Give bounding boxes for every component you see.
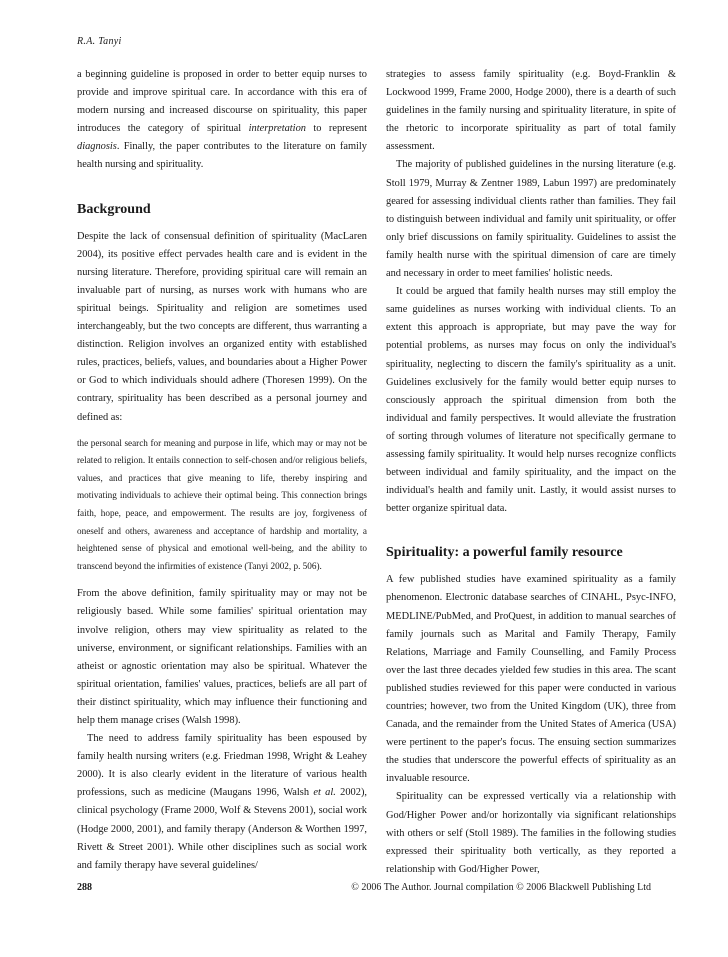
emphasis-text: et al. (313, 787, 336, 799)
emphasis-text: interpretation (248, 123, 306, 135)
page-number: 288 (77, 882, 92, 893)
paragraph: Despite the lack of consensual definition of spirituality (MacLaren 2004), its positive effect pervades health care and is evident in the nursing literature. Therefore, providing spiritual care will remain an invaluable part of nursing, as nurses work with humans who are spiritual beings. Spirituality and religion are sometimes used interchangeably, but the two concepts are different, thus warranting a distinction. Religion involves an organized entity with established rules, practices, beliefs, values, and boundaries about a Higher Power or God to which individuals should adhere (Thoresen 1999). On the contrary, spirituality has been described as a personal journey and defined as: (77, 230, 367, 423)
paragraph-text: a beginning guideline is proposed in order to better equip nurses to provide and improve spiritual care. In accordance with this era of modern nursing and increased discourse on spirituality, this paper introduces the category of spiritual (77, 69, 367, 135)
paragraph-text: . Finally, the paper contributes to the literature on family health nursing and spirituality. (77, 141, 367, 171)
copyright-notice: © 2006 The Author. Journal compilation © 2006 Blackwell Publishing Ltd (351, 882, 651, 893)
paragraph (77, 66, 367, 175)
paragraph: A few published studies have examined spirituality as a family phenomenon. Electronic database searches of CINAHL, Psyc-INFO, MEDLINE/PubMed, and ProQuest, in addition to manual searches of family journals such as Marital and Family Therapy, Family Relations, Marriage and Family Counselling, and Family Process over the last three decades yielded few studies in this area. The scant published studies reviewed for this paper were conducted in various countries; however, two from the United Kingdom (UK), three from Canada, and the remainder from the United States of America (USA) were pertinent to the paper's focus. The ensuing section summarizes the studies that underscore the powerful effects of spirituality as an invaluable resource. (386, 574, 676, 785)
paragraph: Spirituality can be expressed vertically via a relationship with God/Higher Power and/or horizontally via significant relationships with others or self (Stoll 1989). The families in the following studies expressed their spirituality both vertically, as they reported a relationship with God/Higher Power, (386, 791, 676, 875)
paragraph: The majority of published guidelines in the nursing literature (e.g. Stoll 1979, Murray & Zentner 1989, Labun 1997) are predominately geared for assessing individual clients rather than families. They fail to distinguish between individual and family unit spirituality, or offer only brief discussions on family spirituality. Guidelines to assist the family health nurse with the spiritual dimension of care are timely and necessary in order to meet families' holistic needs. (386, 159, 676, 280)
left-column (77, 66, 367, 875)
block-quote: the personal search for meaning and purpose in life, which may or may not be related to religion. It entails connection to self-chosen and/or religious beliefs, values, and practices that give meaning to life, thereby inspiring and motivating individuals to achieve their optimal being. This connection brings faith, hope, peace, and empowerment. The results are joy, forgiveness of oneself and others, awareness and acceptance of hardship and mortality, a heightened sense of physical and emotional well-being, and the ability to transcend beyond the infirmities of existence (Tanyi 2002, p. 506). (77, 437, 367, 571)
right-column (386, 66, 676, 879)
emphasis-text: diagnosis (77, 141, 117, 153)
section-heading: Spirituality: a powerful family resource (386, 545, 623, 561)
paragraph-text: to represent (305, 123, 367, 135)
running-head: R.A. Tanyi (77, 36, 122, 47)
paragraph: strategies to assess family spirituality (e.g. Boyd-Franklin & Lockwood 1999, Frame 2000, Hodge 2000), there is a dearth of such guidelines in the family nursing and spirituality literature, in spite of the rhetoric to incorporate spirituality as part of total family assessment. (386, 69, 676, 153)
paragraph-text: 2002), clinical psychology (Frame 2000, Wolf & Stevens 2001), social work (Hodge 2000, 2001), and family therapy (Anderson & Worthen 1997, Rivett & Street 2001). While other disciplines such as social work and family therapy have several guidelines/ (77, 787, 368, 871)
paragraph: It could be argued that family health nurses may still employ the same guidelines as nurses working with individual clients. To an extent this approach is appropriate, but may pave the way for potential problems, as nurses may focus on only the individual's spirituality, neglecting to discern the family's spirituality as a unit. Guidelines exclusively for the family would better equip nurses to consciously approach the spiritual dimension from both the individual and family perspectives. It would alleviate the frustration of sorting through volumes of literature not specifically germane to assessing family spirituality. It would help nurses recognize conflicts between individual and family spirituality, and the impact on the individual's health and family unit. Lastly, it would assist nurses to better organize spiritual data. (386, 286, 676, 515)
paragraph-text: The need to address family spirituality has been espoused by family health nursing writers (e.g. Friedman 1998, Wright & Leahey 2000). It is also clearly evident in the literature of various health professions, such as medicine (Maugans 1996, Walsh (77, 733, 367, 799)
paragraph: From the above definition, family spirituality may or may not be religiously based. While some families' spiritual orientation may involve religion, others may view spirituality as related to the universe, environment, or significant relationships. Families with an atheist or agnostic orientation may also be spiritual. Whatever the spiritual orientation, families' values, practices, beliefs are all part of their distinct spirituality, which may influence their functioning and help them manage crises (Walsh 1998). (77, 588, 367, 726)
section-heading: Background (77, 201, 151, 217)
paragraph (77, 730, 367, 875)
